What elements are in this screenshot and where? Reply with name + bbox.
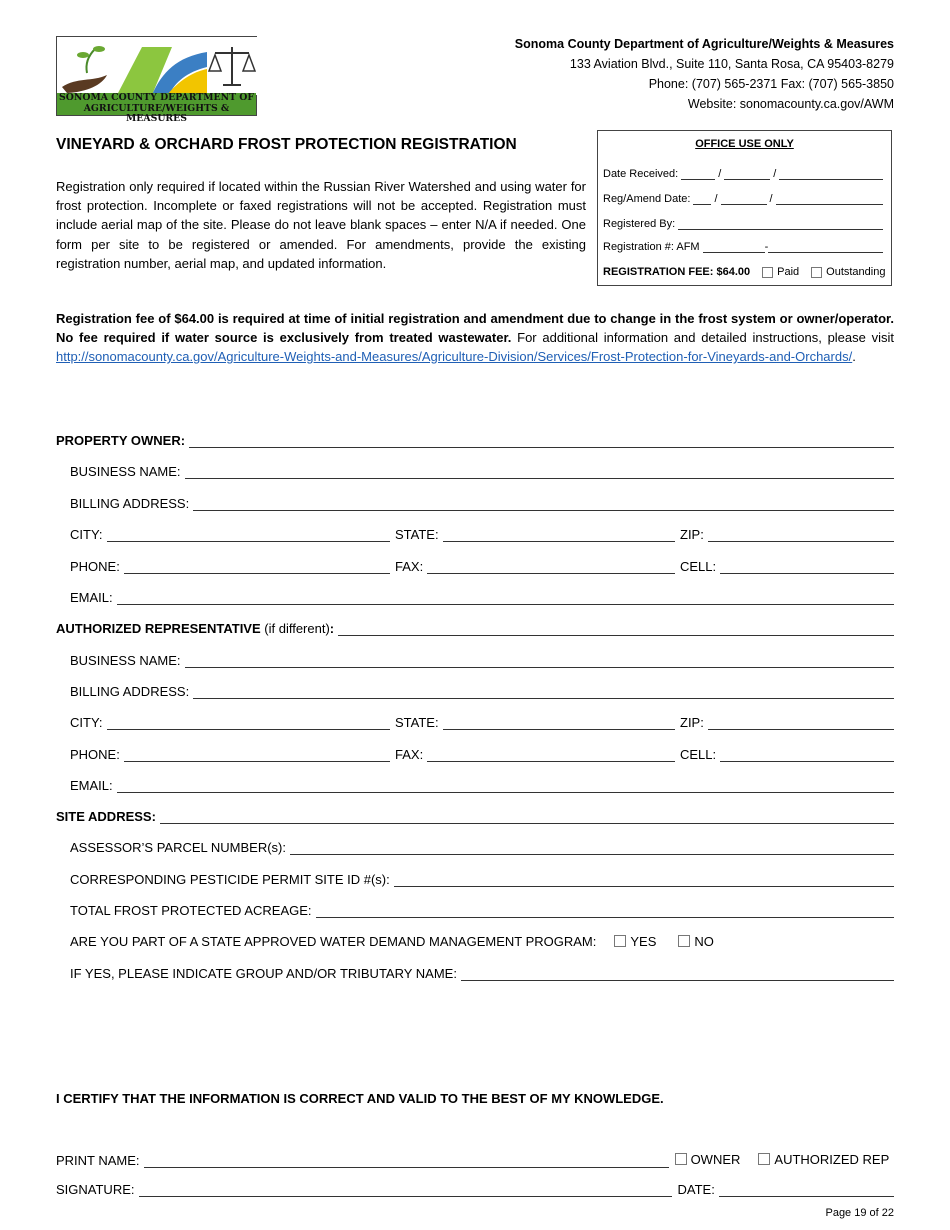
- owner-phone-label: PHONE:: [70, 559, 120, 574]
- rep-state-cell: [395, 714, 675, 730]
- authorized-rep-colon: :: [329, 621, 335, 636]
- owner-billing-field[interactable]: [193, 495, 894, 511]
- office-registered-by-row: [603, 217, 883, 230]
- department-logo: [56, 36, 257, 124]
- owner-fax-field[interactable]: [427, 558, 675, 574]
- org-name: Sonoma County Department of Agriculture/Weights & Measures: [514, 37, 894, 51]
- rep-cell-label: CELL:: [680, 747, 717, 762]
- rep-zip-label: ZIP:: [680, 715, 704, 730]
- permit-row: [70, 869, 894, 887]
- program-no-group[interactable]: [678, 934, 714, 949]
- office-registration-label: Registration #: AFM: [603, 241, 700, 253]
- header-contact: [515, 34, 894, 114]
- rep-fax-cell: [395, 746, 675, 762]
- dash: -: [764, 241, 769, 253]
- rep-billing-row: [70, 681, 894, 699]
- owner-state-field[interactable]: [443, 526, 675, 542]
- owner-checkbox[interactable]: [675, 1153, 687, 1165]
- authorized-rep-field[interactable]: [338, 620, 894, 636]
- owner-phone-field[interactable]: [124, 558, 390, 574]
- owner-business-row: [70, 461, 894, 479]
- owner-checkbox-group[interactable]: [675, 1152, 741, 1167]
- owner-cell-field[interactable]: [720, 558, 894, 574]
- paid-checkbox-group[interactable]: [762, 266, 799, 278]
- permit-field[interactable]: [394, 871, 894, 887]
- rep-fax-label: FAX:: [395, 747, 424, 762]
- site-address-label: SITE ADDRESS:: [56, 809, 156, 824]
- owner-cell-label: CELL:: [680, 559, 717, 574]
- date-label: DATE:: [677, 1182, 715, 1197]
- owner-state-cell: [395, 526, 675, 542]
- office-reg-month[interactable]: [693, 192, 711, 205]
- rep-phone-fax-cell-row: [70, 744, 894, 762]
- permit-label: CORRESPONDING PESTICIDE PERMIT SITE ID #(s):: [70, 872, 390, 887]
- authorized-rep-checkbox-group[interactable]: [758, 1152, 889, 1167]
- org-phone-fax: Phone: (707) 565-2371 Fax: (707) 565-3850: [648, 77, 894, 91]
- owner-state-label: STATE:: [395, 527, 439, 542]
- paid-checkbox[interactable]: [762, 267, 773, 278]
- office-registered-by-field[interactable]: [678, 217, 883, 230]
- office-use-box: [597, 130, 892, 286]
- authorized-rep-checkbox[interactable]: [758, 1153, 770, 1165]
- outstanding-checkbox[interactable]: [811, 267, 822, 278]
- fee-bold-text: Registration fee of $64.00 is required at time of initial registration and amendment due to change in the frost system or owner/operator. No fee required if water source is exclusively from treated wastewater.: [56, 311, 894, 345]
- apn-row: [70, 837, 894, 855]
- owner-city-state-zip-row: [70, 524, 894, 542]
- logo-text: [57, 92, 256, 124]
- owner-email-field[interactable]: [117, 589, 894, 605]
- office-registration-number-row: [603, 240, 883, 253]
- property-owner-row: [56, 430, 894, 448]
- apn-field[interactable]: [290, 839, 894, 855]
- site-address-row: [56, 806, 894, 824]
- rep-phone-cell: [70, 746, 390, 762]
- apn-label: ASSESSOR’S PARCEL NUMBER(s):: [70, 840, 286, 855]
- slash: /: [773, 168, 777, 180]
- print-name-field[interactable]: [144, 1152, 669, 1168]
- owner-billing-label: BILLING ADDRESS:: [70, 496, 190, 511]
- program-yes-label: YES: [630, 933, 657, 949]
- group-field[interactable]: [461, 965, 894, 981]
- owner-city-label: CITY:: [70, 527, 103, 542]
- logo-graphic: [57, 37, 258, 95]
- program-no-label: NO: [694, 933, 714, 949]
- rep-business-label: BUSINESS NAME:: [70, 653, 181, 668]
- owner-city-cell: [70, 526, 390, 542]
- property-owner-field[interactable]: [189, 432, 894, 448]
- fee-end: .: [852, 349, 856, 364]
- office-reg-amend-row: [603, 192, 883, 205]
- logo-line2: AGRICULTURE/WEIGHTS & MEASURES: [83, 102, 230, 124]
- rep-email-row: [70, 775, 894, 793]
- rep-city-state-zip-row: [70, 712, 894, 730]
- rep-email-field[interactable]: [117, 777, 894, 793]
- owner-billing-row: [70, 493, 894, 511]
- owner-city-field[interactable]: [107, 526, 390, 542]
- fee-normal-text: For additional information and detailed instructions, please visit: [511, 330, 894, 345]
- authorized-rep-checkbox-label: AUTHORIZED REP: [774, 1151, 890, 1167]
- intro-paragraph: Registration only required if located within the Russian River Watershed and using water for frost protection. Incomplete or faxed registrations will not be accepted. Registration must include aerial map of the site. Please do not leave blank spaces – enter N/A if needed. One form per site to be registered or amended. For amendments, provide the existing registration number, aerial map, and updated information.: [56, 179, 586, 271]
- rep-city-cell: [70, 714, 390, 730]
- certification-statement: I CERTIFY THAT THE INFORMATION IS CORRECT AND VALID TO THE BEST OF MY KNOWLEDGE.: [56, 1091, 664, 1106]
- rep-zip-cell: [680, 714, 894, 730]
- signature-label: SIGNATURE:: [56, 1182, 135, 1197]
- slash: /: [769, 193, 773, 205]
- owner-zip-field[interactable]: [708, 526, 894, 542]
- program-yes-checkbox[interactable]: [614, 935, 626, 947]
- owner-checkbox-label: OWNER: [690, 1151, 741, 1167]
- program-label: ARE YOU PART OF A STATE APPROVED WATER DEMAND MANAGEMENT PROGRAM:: [70, 933, 597, 949]
- owner-fax-cell: [395, 558, 675, 574]
- rep-billing-field[interactable]: [193, 683, 894, 699]
- authorized-rep-label: AUTHORIZED REPRESENTATIVE: [56, 621, 261, 636]
- fee-paragraph: [56, 309, 894, 366]
- owner-phone-cell: [70, 558, 390, 574]
- acreage-field[interactable]: [316, 902, 894, 918]
- office-registered-by-label: Registered By:: [603, 218, 676, 230]
- owner-fax-label: FAX:: [395, 559, 424, 574]
- rep-business-row: [70, 650, 894, 668]
- office-reg-amend-label: Reg/Amend Date:: [603, 193, 691, 205]
- slash: /: [714, 193, 718, 205]
- authorized-rep-row: [56, 618, 894, 636]
- rep-cell-cell: [680, 746, 894, 762]
- rep-phone-label: PHONE:: [70, 747, 120, 762]
- acreage-row: [70, 900, 894, 918]
- rep-cell-field[interactable]: [720, 746, 894, 762]
- group-row: [70, 963, 894, 981]
- authorized-rep-note: (if different): [260, 621, 330, 636]
- signature-row: [56, 1179, 894, 1197]
- rep-city-label: CITY:: [70, 715, 103, 730]
- signature-field[interactable]: [139, 1181, 672, 1197]
- owner-email-row: [70, 587, 894, 605]
- acreage-label: TOTAL FROST PROTECTED ACREAGE:: [70, 903, 312, 918]
- rep-state-label: STATE:: [395, 715, 439, 730]
- program-yes-group[interactable]: [614, 934, 656, 949]
- rep-billing-label: BILLING ADDRESS:: [70, 684, 190, 699]
- owner-zip-label: ZIP:: [680, 527, 704, 542]
- rep-business-field[interactable]: [185, 652, 894, 668]
- office-registration-field-b[interactable]: [768, 240, 883, 253]
- paid-label: Paid: [777, 266, 800, 278]
- group-label: IF YES, PLEASE INDICATE GROUP AND/OR TRIBUTARY NAME:: [70, 966, 457, 981]
- org-website: Website: sonomacounty.ca.gov/AWM: [687, 97, 894, 111]
- rep-fax-field[interactable]: [427, 746, 675, 762]
- program-no-checkbox[interactable]: [678, 935, 690, 947]
- slash: /: [718, 168, 722, 180]
- date-field[interactable]: [719, 1181, 894, 1197]
- office-fee-row: [603, 266, 886, 278]
- frost-protection-link[interactable]: http://sonomacounty.ca.gov/Agriculture-Weights-and-Measures/Agriculture-Division/Services/Frost-Protection-for-Vineyards-and-Orchards/: [56, 349, 853, 364]
- office-registration-field-a[interactable]: [703, 240, 765, 253]
- rep-city-field[interactable]: [107, 714, 390, 730]
- office-date-day[interactable]: [724, 167, 770, 180]
- outstanding-checkbox-group[interactable]: [811, 266, 885, 278]
- owner-zip-cell: [680, 526, 894, 542]
- office-date-year[interactable]: [779, 167, 883, 180]
- program-row: [70, 932, 894, 950]
- office-fee-label: REGISTRATION FEE: $64.00: [603, 266, 751, 278]
- rep-state-field[interactable]: [443, 714, 675, 730]
- rep-email-label: EMAIL:: [70, 778, 113, 793]
- print-name-row: [56, 1150, 894, 1168]
- outstanding-label: Outstanding: [826, 266, 886, 278]
- owner-email-label: EMAIL:: [70, 590, 113, 605]
- form-title: VINEYARD & ORCHARD FROST PROTECTION REGISTRATION: [56, 136, 517, 153]
- rep-phone-field[interactable]: [124, 746, 390, 762]
- office-reg-year[interactable]: [776, 192, 883, 205]
- office-reg-day[interactable]: [721, 192, 767, 205]
- owner-business-field[interactable]: [185, 463, 894, 479]
- owner-cell-cell: [680, 558, 894, 574]
- site-address-field[interactable]: [160, 808, 894, 824]
- logo-line1: SONOMA COUNTY DEPARTMENT OF: [59, 92, 254, 103]
- owner-business-label: BUSINESS NAME:: [70, 464, 181, 479]
- page-number: Page 19 of 22: [825, 1207, 894, 1219]
- print-name-label: PRINT NAME:: [56, 1153, 140, 1168]
- office-use-title: OFFICE USE ONLY: [695, 138, 794, 150]
- property-owner-label: PROPERTY OWNER:: [56, 433, 186, 448]
- owner-phone-fax-cell-row: [70, 556, 894, 574]
- org-address: 133 Aviation Blvd., Suite 110, Santa Rosa, CA 95403-8279: [569, 57, 894, 71]
- office-date-received-row: [603, 167, 883, 180]
- rep-zip-field[interactable]: [708, 714, 894, 730]
- office-date-received-label: Date Received:: [603, 168, 679, 180]
- office-date-month[interactable]: [681, 167, 715, 180]
